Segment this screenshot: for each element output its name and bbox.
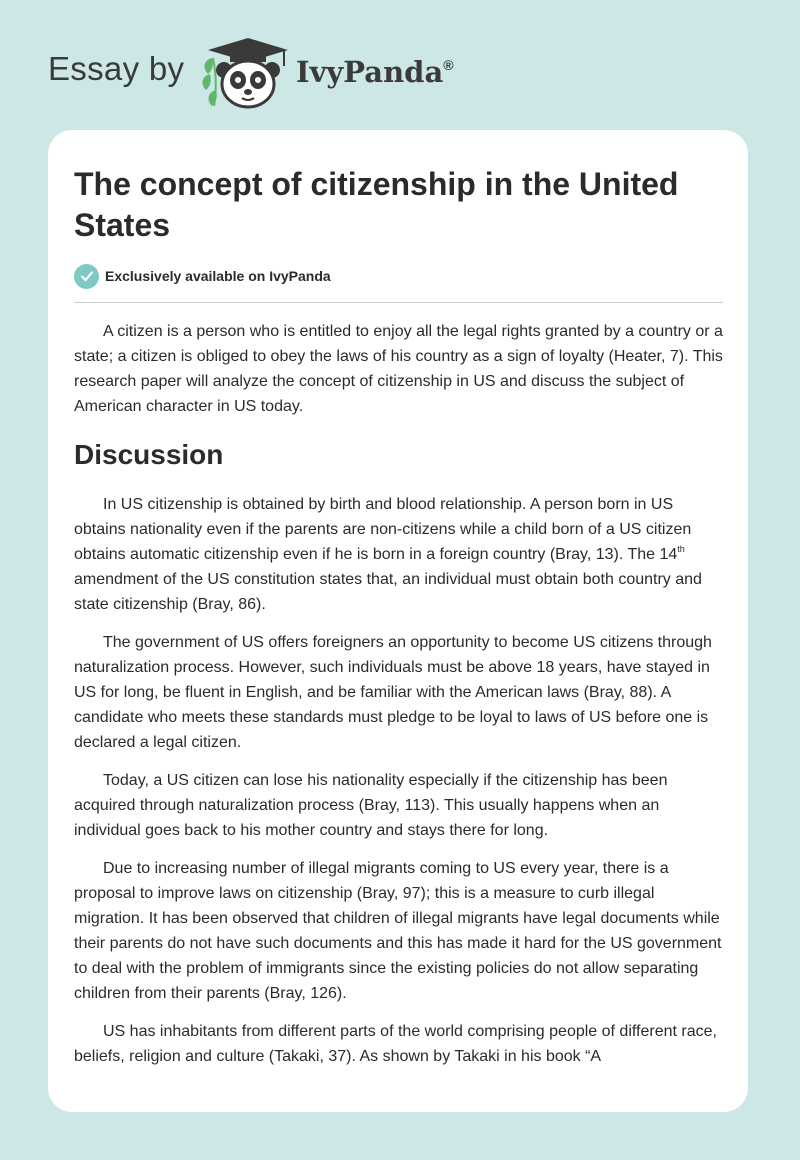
article-body	[74, 319, 724, 1082]
intro-paragraph: A citizen is a person who is entitled to enjoy all the legal rights granted by a country or a state; a citizen is obliged to obey the laws of his country as a sign of loyalty (Heater, 7). This research paper will analyze the concept of citizenship in US and discuss the subject of American character in US today.	[74, 323, 723, 415]
paragraph-1-text-a: In US citizenship is obtained by birth and blood relationship. A person born in US obtains nationality even if the parents are non-citizens while a child born of a US citizen obtains automatic citizenship even if he is born in a foreign country (Bray, 13). The 14	[74, 496, 692, 563]
paragraph-4: Due to increasing number of illegal migrants coming to US every year, there is a proposal to improve laws on citizenship (Bray, 97); this is a measure to curb illegal migration. It has been observed that children of illegal migrants have legal documents while their parents do not have such documents and this has made it hard for the US government to deal with the problem of immigrants since the existing policies do not allow separating children from their parents (Bray, 126).	[74, 860, 722, 1002]
paragraph-1	[74, 492, 724, 617]
paragraph-1-text-b: amendment of the US constitution states that, an individual must obtain both country and state citizenship (Bray, 86).	[74, 571, 702, 613]
ordinal-suffix: th	[677, 544, 685, 554]
brand-name-text: IvyPanda	[296, 55, 444, 89]
article-title: The concept of citizenship in the United States	[74, 166, 679, 243]
brand-prefix: Essay by	[48, 50, 185, 87]
trademark-symbol: ®	[443, 57, 454, 73]
panda-logo-icon[interactable]	[200, 34, 296, 110]
paragraph-3: Today, a US citizen can lose his nationality especially if the citizenship has been acquired through naturalization process (Bray, 113). This usually happens when an individual goes back to his mother country and stays there for long.	[74, 772, 668, 839]
exclusive-badge	[74, 263, 331, 289]
checkmark-icon	[74, 264, 99, 289]
section-heading: Discussion	[74, 439, 224, 470]
divider	[74, 302, 723, 303]
paragraph-2: The government of US offers foreigners an opportunity to become US citizens through naturalization process. However, such individuals must be above 18 years, have stayed in US for long, be fluent in English, and be familiar with the American laws (Bray, 88). A candidate who meets these standards must pledge to be loyal to laws of US before one is declared a legal citizen.	[74, 634, 712, 751]
exclusive-badge-label: Exclusively available on IvyPanda	[105, 268, 331, 284]
site-header	[0, 0, 800, 130]
paragraph-5: US has inhabitants from different parts of the world comprising people of different race, beliefs, religion and culture (Takaki, 37). As shown by Takaki in his book “A	[74, 1023, 717, 1065]
brand-name[interactable]	[296, 55, 454, 89]
article-card	[48, 130, 748, 1112]
